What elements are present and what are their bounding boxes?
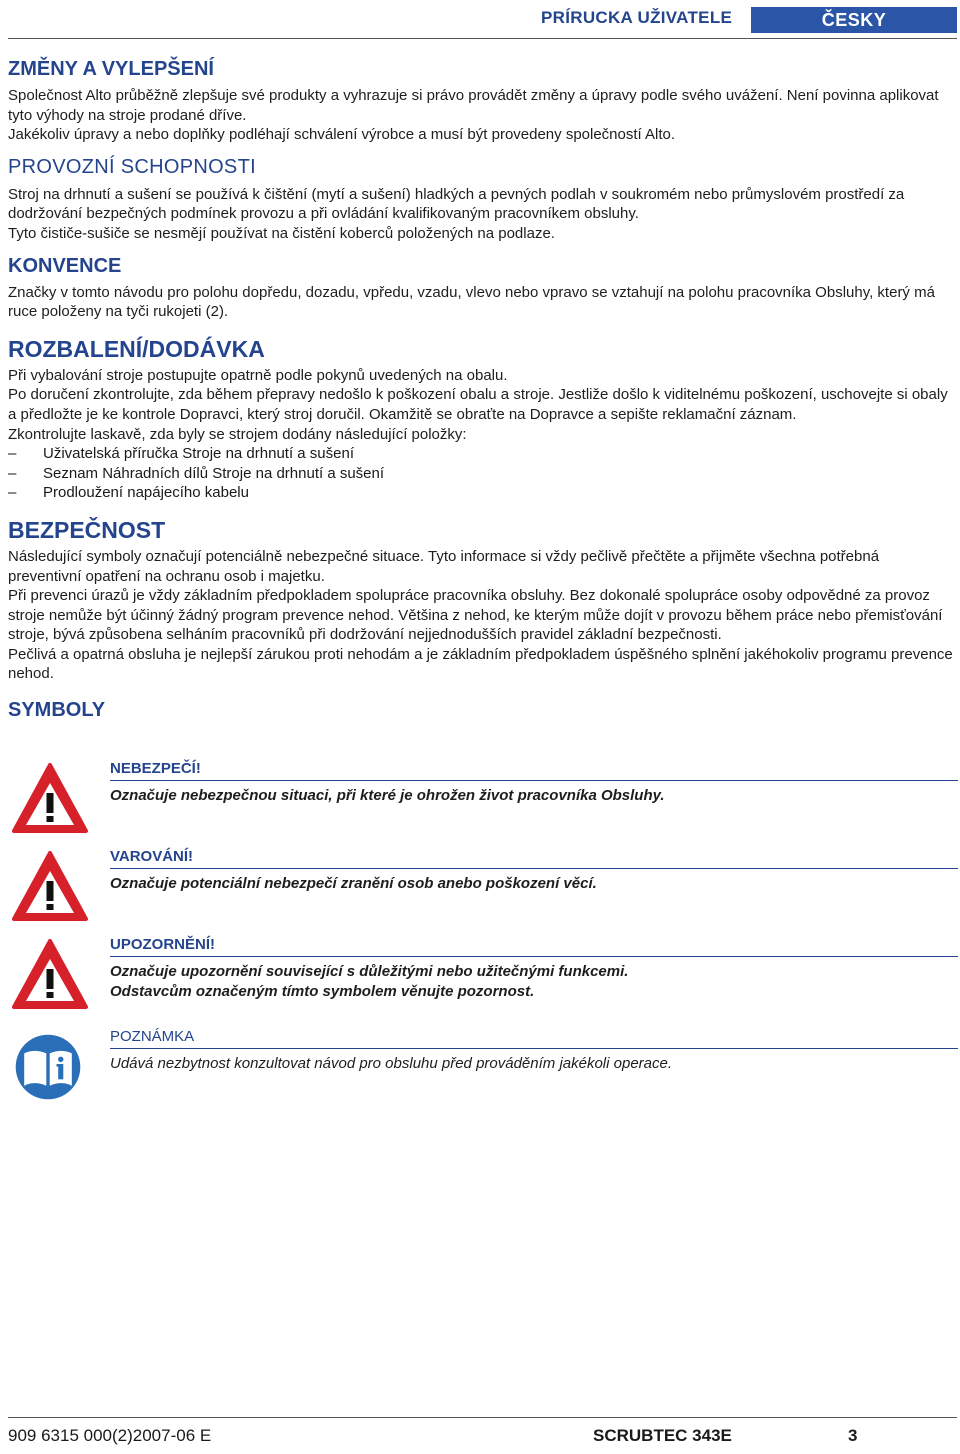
paragraph: Po doručení zkontrolujte, zda během přepravy nedošlo k poškození obalu a stroje. Jestliže došlo k viditelnému poškození, uschovejte si obaly a předložte je ke kontrole Dopravci, který stroj doručil. Okamžitě se obraťte na Dopravce a sepište reklamační záznam.: [8, 386, 948, 423]
page-number: 3: [848, 1426, 858, 1445]
heading-symboly: SYMBOLY: [8, 699, 106, 722]
symbol-row-danger: [8, 755, 958, 843]
symbol-title: UPOZORNĚNÍ!: [110, 935, 958, 957]
list-item-text: Uživatelská příručka Stroje na drhnutí a sušení: [43, 445, 354, 463]
warning-triangle-icon: [10, 759, 90, 839]
symbol-description-extra: Odstavcům označeným tímto symbolem věnujte pozornost.: [110, 983, 535, 1000]
delivery-items-list: [8, 444, 956, 503]
dash-bullet: –: [8, 484, 17, 502]
heading-zmeny: ZMĚNY A VYLEPŠENÍ: [8, 58, 214, 80]
heading-bezpecnost: BEZPEČNOST: [8, 516, 166, 543]
heading-konvence: KONVENCE: [8, 254, 122, 277]
language-badge: ČESKY: [751, 7, 957, 33]
header-divider: [8, 38, 957, 39]
symbol-row-caution: [8, 931, 958, 1019]
paragraph: Následující symboly označují potenciálně nebezpečné situace. Tyto informace si vždy pečlivě přečtěte a přijměte všechna potřebná preventivní opatření na ochranu osob i majetku.: [8, 547, 880, 585]
manual-info-icon: [14, 1033, 82, 1101]
symbol-description: Udává nezbytnost konzultovat návod pro obsluhu před prováděním jakékoli operace.: [110, 1055, 673, 1072]
warning-triangle-icon: [10, 847, 90, 927]
main-content: [8, 55, 956, 724]
paragraph: Při prevenci úrazů je vždy základním předpokladem spolupráce pracovníka obsluhy. Bez dokonalé spolupráce osoby odpovědné za provoz stroje nemůže být účinný žádný program prevence nehod. Většina z nehod, ke kterým může dojít v provozu během práce nebo přemisťování stroje, bývá způsobena selháním pracovníků při dodržování nejjednodušších pravidel základní bezpečnosti.: [8, 587, 943, 644]
symbol-description: Označuje potenciální nebezpečí zranění osob anebo poškození věcí.: [110, 875, 597, 892]
paragraph: Značky v tomto návodu pro polohu dopředu, dozadu, vpředu, vzadu, vlevo nebo vpravo se vztahují na polohu pracovníka Obsluhy, který má ruce položeny na tyči rukojeti (2).: [8, 283, 935, 321]
list-item: [8, 444, 956, 464]
document-code: 909 6315 000(2)2007-06 E: [8, 1426, 212, 1445]
symbol-description: Označuje nebezpečnou situaci, při které je ohrožen život pracovníka Obsluhy.: [110, 787, 665, 804]
paragraph: Stroj na drhnutí a sušení se používá k čištění (mytí a sušení) hladkých a pevných podlah v soukromém nebo průmyslovém prostředí za dodržování bezpečných podmínek provozu a při ovládání kvalifikovaným pracovníkem obsluhy.: [8, 185, 905, 223]
symbol-title: VAROVÁNÍ!: [110, 847, 958, 869]
symbol-row-warning: [8, 843, 958, 931]
symbol-title: NEBEZPEČÍ!: [110, 759, 958, 781]
heading-rozbaleni: ROZBALENÍ/DODÁVKA: [8, 335, 265, 362]
dash-bullet: –: [8, 464, 17, 482]
list-item-text: Seznam Náhradních dílů Stroje na drhnutí a sušení: [43, 464, 385, 482]
manual-title: PRÍRUCKA UŽIVATELE: [541, 8, 733, 27]
symbols-list: [8, 755, 958, 1107]
symbol-title: POZNÁMKA: [110, 1027, 958, 1049]
model-name: SCRUBTEC 343E: [593, 1426, 732, 1445]
paragraph: Společnost Alto průběžně zlepšuje své produkty a vyhrazuje si právo provádět změny a úpravy podle svého uvážení. Není povinna aplikovat tyto výhody na stroje prodané dříve.: [8, 87, 939, 124]
heading-provozni: PROVOZNÍ SCHOPNOSTI: [8, 155, 256, 178]
paragraph: Pečlivá a opatrná obsluha je nejlepší zárukou proti nehodám a je základním předpokladem úspěšného splnění jakéhokoliv programu prevence nehod.: [8, 645, 953, 683]
paragraph: Tyto čističe-sušiče se nesmějí používat na čistění koberců položených na podlaze.: [8, 224, 555, 242]
paragraph: Při vybalování stroje postupujte opatrně podle pokynů uvedených na obalu.: [8, 366, 508, 384]
list-item: [8, 464, 956, 484]
symbol-description: Označuje upozornění související s důležitými nebo užitečnými funkcemi.: [110, 963, 629, 980]
list-item-text: Prodloužení napájecího kabelu: [43, 484, 249, 502]
paragraph: Zkontrolujte laskavě, zda byly se strojem dodány následující položky:: [8, 425, 467, 443]
list-item: [8, 483, 956, 503]
dash-bullet: –: [8, 445, 17, 463]
footer-divider: [8, 1417, 957, 1418]
warning-triangle-icon: [10, 935, 90, 1015]
symbol-row-note: [8, 1019, 958, 1107]
paragraph: Jakékoliv úpravy a nebo doplňky podléhají schválení výrobce a musí být provedeny společností Alto.: [8, 126, 676, 144]
